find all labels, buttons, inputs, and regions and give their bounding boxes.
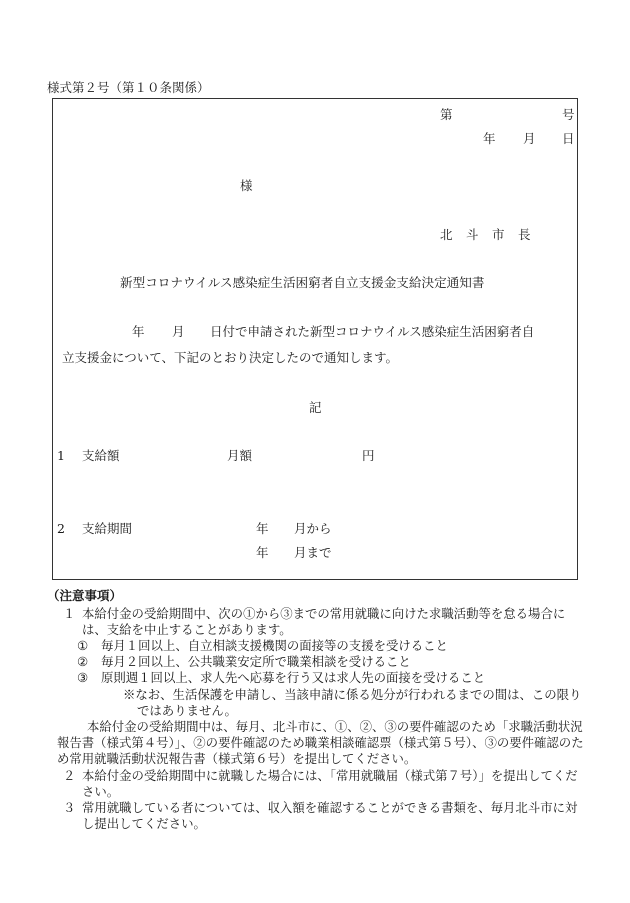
note-sub-1 (47, 638, 587, 654)
note-sub-3-text: 原則週１回以上、求人先へ応募を行う又は求人先の面接を受けること (101, 670, 486, 686)
period-from-year: 年 (256, 521, 269, 536)
note-exception: ※なお、生活保護を申請し、当該申請に係る処分が行われるまでの間は、この限りではありません。 (123, 686, 582, 718)
note-item-3 (47, 800, 587, 832)
intro-year: 年 (132, 324, 145, 339)
period-to-year: 年 (256, 545, 269, 560)
intro-month: 月 (172, 324, 185, 339)
note-item-1-text: 本給付金の受給期間中、次の①から③までの常用就職に向けた求職活動等を怠る場合には、支給を中止することがあります。 (82, 605, 566, 637)
period-number: 2 (57, 521, 65, 536)
note-sub-1-text: 毎月１回以上、自立相談支援機関の面接等の支援を受けること (101, 637, 448, 653)
notes-heading: （注意事項） (47, 588, 123, 603)
period-from-month: 月から (294, 521, 332, 536)
date-day: 日 (562, 131, 575, 146)
amount-label: 支給額 (82, 448, 120, 463)
addressee-suffix: 様 (240, 178, 253, 193)
note-sub-2-text: 毎月２回以上、公共職業安定所で職業相談を受けること (101, 654, 411, 670)
note-report: 本給付金の受給期間中は、毎月、北斗市に、①、②、③の要件確認のため「求職活動状況報告書（様式第４号）」、②の要件確認のため職業相談確認票（様式第５号）、③の要件確認のため常用就職活動状況報告書（様式第６号）を提出してください。 (57, 718, 584, 767)
note-sub-2-number: ② (77, 654, 89, 670)
notes-section (47, 590, 587, 832)
amount-monthly: 月額 (227, 448, 253, 463)
amount-yen: 円 (362, 448, 375, 463)
note-item-3-number: ３ (63, 799, 76, 815)
form-label: 様式第２号（第１０条関係） (47, 80, 210, 95)
issuer: 北 斗 市 長 (440, 227, 532, 242)
period-to-month: 月まで (294, 545, 332, 560)
note-item-2-number: ２ (63, 767, 76, 783)
note-sub-3-number: ③ (77, 670, 89, 686)
intro-line1: 日付で申請された新型コロナウイルス感染症生活困窮者自 (210, 324, 535, 339)
number-prefix: 第 (440, 107, 453, 122)
note-sub-3 (47, 670, 587, 686)
page-title: 新型コロナウイルス感染症生活困窮者自立支援金支給決定通知書 (120, 275, 485, 290)
notice-frame (52, 98, 578, 580)
note-item-1-number: １ (63, 605, 76, 621)
note-item-2 (47, 768, 587, 800)
amount-number: 1 (57, 448, 65, 463)
ki-heading: 記 (309, 400, 322, 415)
note-item-3-text: 常用就職している者については、収入額を確認することができる書類を、毎月北斗市に対し提出してください。 (82, 799, 578, 832)
note-sub-2 (47, 654, 587, 670)
number-suffix: 号 (562, 107, 575, 122)
intro-line2: 立支援金について、下記のとおり決定したので通知します。 (62, 350, 399, 365)
date-year: 年 (483, 131, 496, 146)
note-sub-1-number: ① (77, 637, 89, 653)
note-item-1 (47, 606, 587, 638)
period-label: 支給期間 (82, 521, 133, 536)
note-item-2-text: 本給付金の受給期間中に就職した場合には、「常用就職届（様式第７号）」を提出してください。 (82, 767, 578, 799)
date-month: 月 (523, 131, 536, 146)
